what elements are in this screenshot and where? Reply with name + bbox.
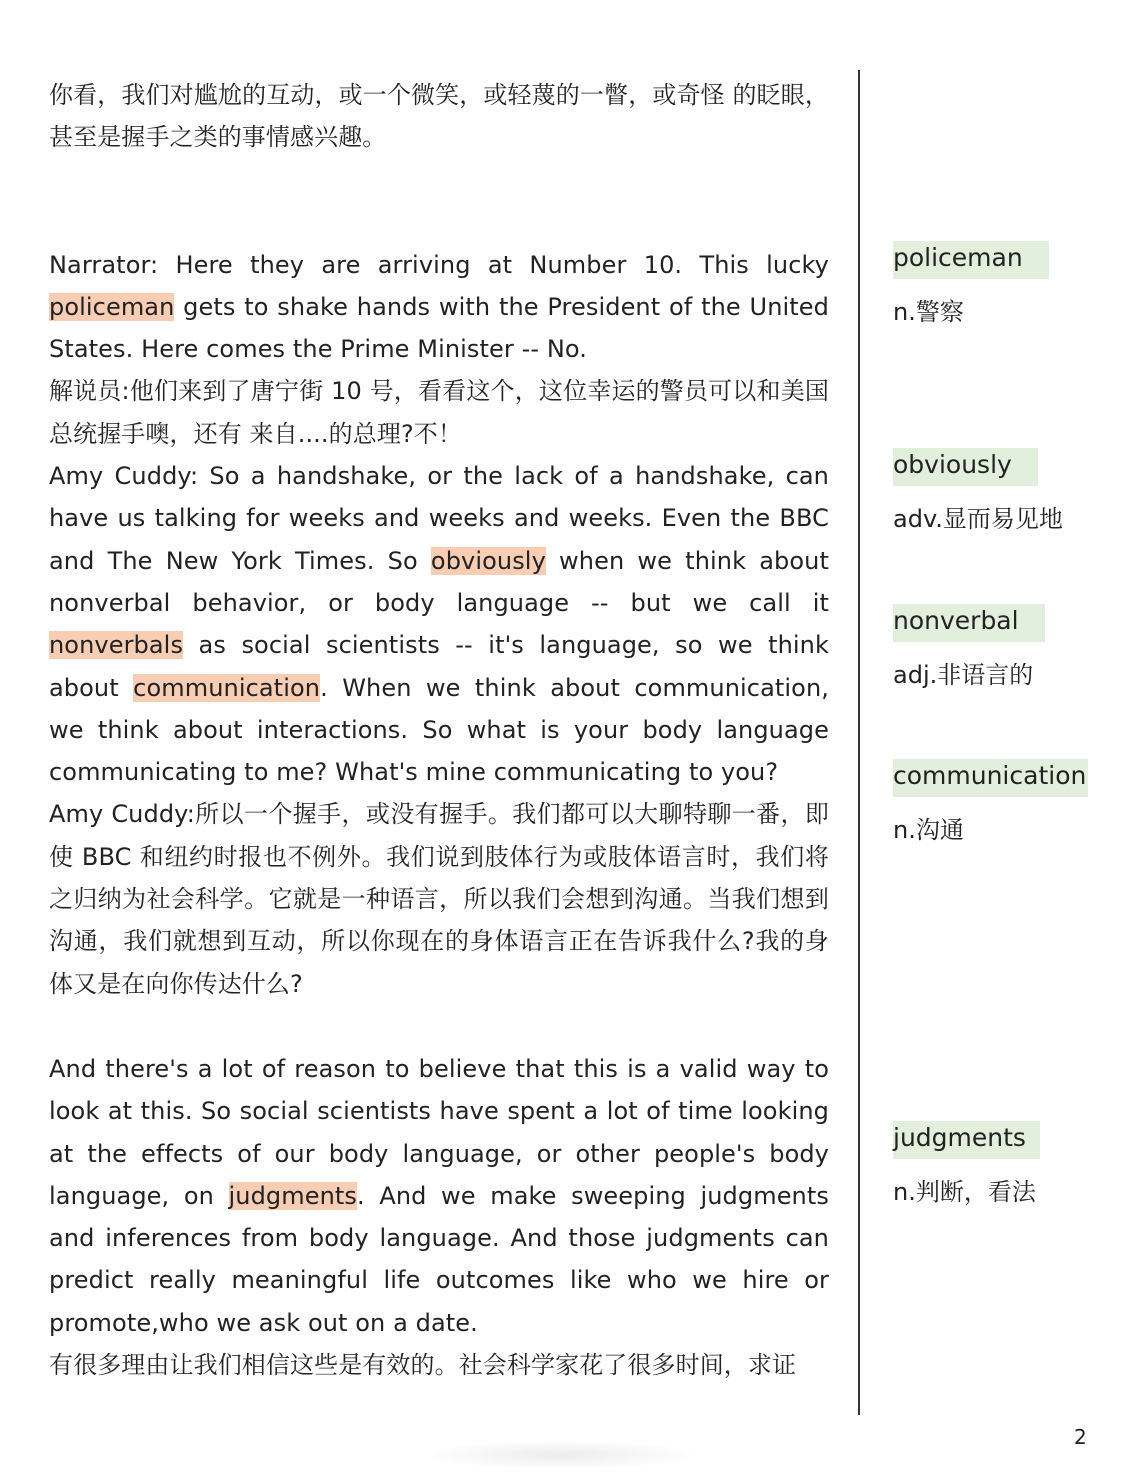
vocab-definition: adv.显而易见地 [893,505,1063,533]
vocab-term: nonverbal [893,604,1045,642]
paragraph-narrator-translation: 解说员:他们来到了唐宁街 10 号，看看这个，这位幸运的警员可以和美国总统握手噢，还有 来自....的总理?不！ [49,377,829,448]
vocab-entry-policeman [893,241,1123,327]
vocab-term: communication [893,759,1088,797]
highlight-judgments: judgments [228,1181,358,1210]
paragraph-gap [49,1005,829,1048]
text-run: . When we think about communication, we think about interactions. So what is your body language communicating to me? What's mine communicating to you? [49,673,829,787]
paragraph-narrator [49,244,829,371]
vocab-term: judgments [893,1121,1040,1159]
page-number: 2 [1074,1425,1087,1449]
vocab-entry-judgments [893,1121,1123,1207]
column-divider [858,70,860,1415]
vocab-definition: n.判断，看法 [893,1178,1036,1206]
paragraph-body-language-translation: 有很多理由让我们相信这些是有效的。社会科学家花了很多时间，求证 [49,1351,797,1380]
highlight-communication: communication [133,673,321,702]
vocab-definition: adj.非语言的 [893,661,1034,689]
paragraph-amy-cuddy [49,455,829,793]
text-run: as social scientists -- it's language, so we think about [49,631,829,702]
highlight-obviously: obviously [430,546,546,575]
watermark-smudge [420,1440,700,1470]
text-run: And there's a lot of reason to believe that this is a valid way to look at this. So social scientists have spent a lot of time looking at the effects of our body language, or other people's body language, on [49,1054,829,1210]
text-run: Narrator: Here they are arriving at Number 10. This lucky [49,250,829,279]
text-run: gets to shake hands with the President of the United States. Here comes the Prime Minister -- No. [49,292,829,364]
vocab-term: policeman [893,241,1049,279]
vocab-entry-nonverbal [893,604,1123,690]
vocab-entry-communication [893,759,1123,845]
vocab-term: obviously [893,448,1038,486]
paragraph-amy-cuddy-translation: Amy Cuddy:所以一个握手，或没有握手。我们都可以大聊特聊一番，即使 BBC 和纽约时报也不例外。我们说到肢体行为或肢体语言时，我们将之归纳为社会科学。它就是一种语言，所以我们会想到沟通。当我们想到沟通，我们就想到互动，所以你现在的身体语言正在告诉我什么?我的身体又是在向你传达什么? [49,800,829,998]
paragraph-chinese-intro: 你看，我们对尴尬的互动，或一个微笑，或轻蔑的一瞥，或奇怪 的眨眼，甚至是握手之类的事情感兴趣。 [49,81,829,152]
vocab-definition: n.沟通 [893,816,964,844]
main-text-column [49,74,829,1386]
vocab-definition: n.警察 [893,298,964,326]
paragraph-gap [49,159,829,244]
text-run: . And we make sweeping judgments and inferences from body language. And those judgments can predict really meaningful life outcomes like who we hire or promote,who we ask out on a date. [49,1181,829,1337]
highlight-policeman: policeman [49,292,175,321]
text-run: when we think about nonverbal behavior, or body language -- but we call it [49,546,829,617]
text-run: Amy Cuddy: So a handshake, or the lack of a handshake, can have us talking for weeks and weeks and weeks. Even the BBC and The New York Times. So [49,462,829,575]
vocab-entry-obviously [893,448,1123,534]
highlight-nonverbals: nonverbals [49,631,184,660]
paragraph-body-language [49,1048,829,1344]
